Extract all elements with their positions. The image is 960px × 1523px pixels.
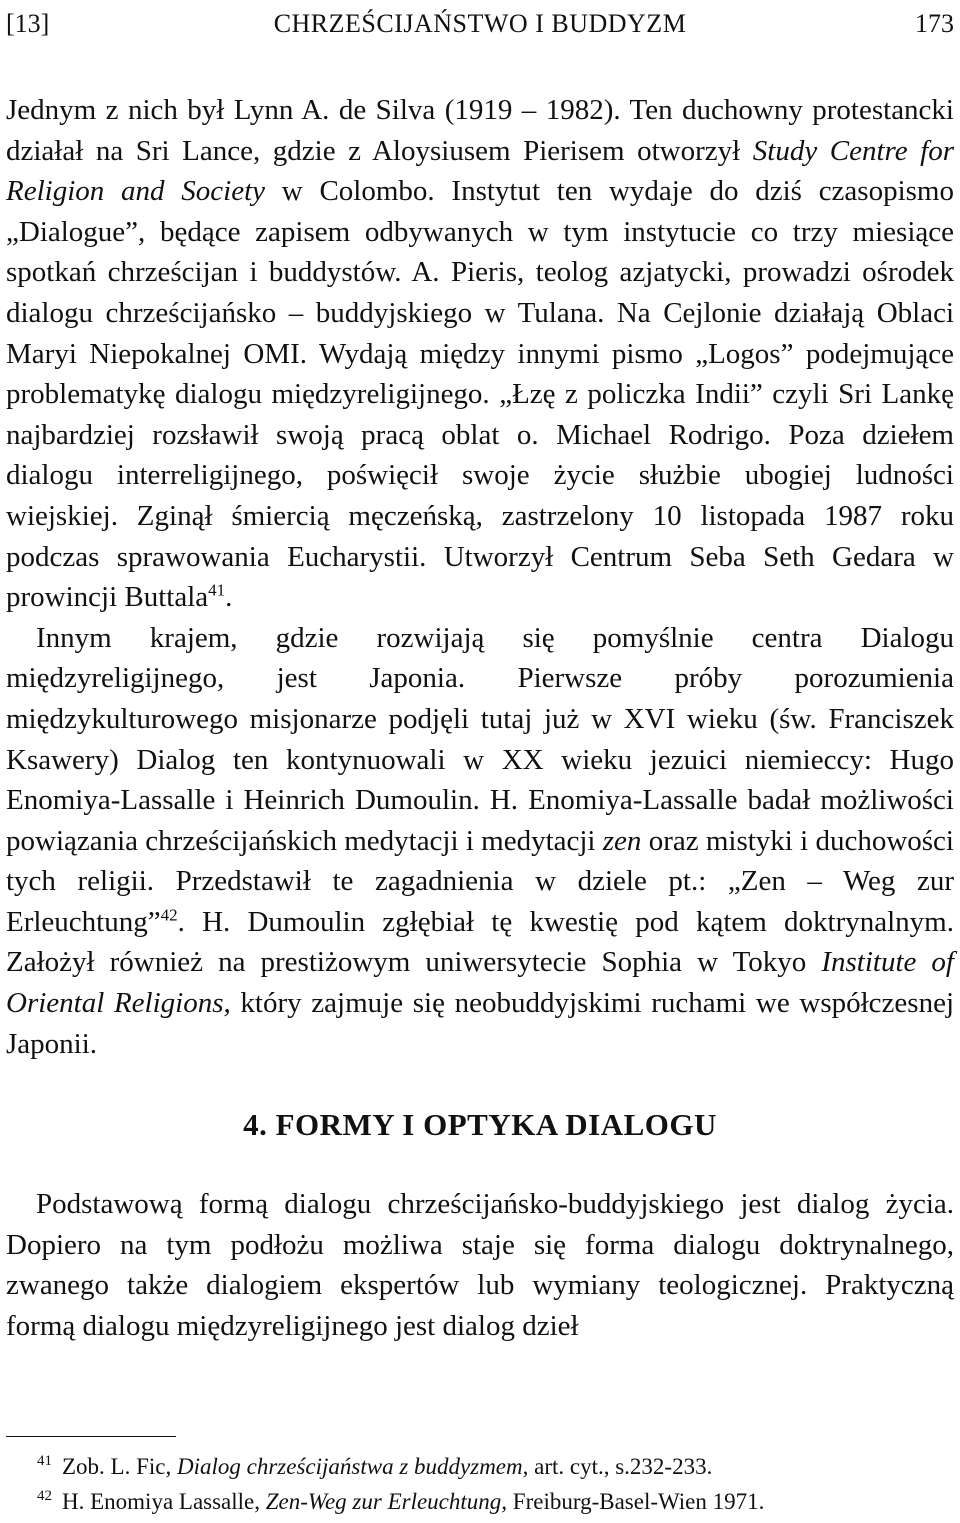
footnote-divider (6, 1436, 176, 1437)
footnote-42 (6, 1484, 954, 1519)
para2-text-1: Innym krajem, gdzie rozwijają się pomyślnie centra Dialogu międzyreligijnego, jest Japonia. Pierwsze próby porozumienia międzykulturowego misjonarze podjęli tutaj już w XVI wieku (św. Franciszek Ksawery) Dialog ten kontynuowali w XX wieku jezuici niemieccy: Hugo Enomiya-Lassalle i Heinrich Dumoulin. H. Enomiya-Lassalle badał możliwości powiązania chrześcijańskich medytacji i medytacji (6, 621, 954, 857)
paragraph-1 (6, 90, 954, 618)
paragraph-2 (6, 618, 954, 1065)
footnote-text: Zob. L. Fic, (62, 1454, 177, 1479)
para1-italic-1: Study Centre for Religion and Society (6, 134, 955, 208)
footnote-title: Zen-Weg zur Erleuchtung, (265, 1489, 508, 1514)
para2-italic-1: zen (602, 824, 642, 857)
para1-text-2: w Colombo. Instytut ten wydaje do dziś czasopismo „Dialogue”, będące zapisem odbywanych w tym instytucie co trzy miesiące spotkań chrześcijan i buddystów. A. Pieris, teolog azjatycki, prowadzi ośrodek dialogu chrześcijańsko – buddyjskiego w Tulana. Na Cejlonie działają Oblaci Maryi Niepokalnej OMI. Wydają między innymi pismo „Logos” podejmujące problematykę dialogu międzyreligijnego. „Łzę z policzka Indii” czyli Sri Lankę najbardziej rozsławił swoją pracą oblat o. Michael Rodrigo. Poza dziełem dialogu interreligijnego, poświęcił swoje życie służbie ubogiej ludności wiejskiej. Zginął śmiercią męczeńską, zastrzelony 10 listopada 1987 roku podczas sprawowania Eucharystii. Utworzył Centrum Seba Seth Gedara w prowincji Buttala (6, 175, 954, 614)
footnote-text: Freiburg-Basel-Wien 1971. (507, 1489, 765, 1514)
footnote-number: 42 (37, 1488, 52, 1505)
page-number: 173 (915, 9, 954, 38)
chapter-reference: [13] (6, 9, 50, 38)
para2-italic-2: Institute of Oriental Religions, (6, 946, 954, 1020)
footnotes (6, 1449, 954, 1519)
running-header (6, 4, 954, 44)
para2-text-3: . H. Dumoulin zgłębiał tę kwestię pod kątem doktrynalnym. Założył również na prestiżowym uniwersytecie Sophia w Tokyo (6, 905, 954, 979)
footnote-text: art. cyt., s.232-233. (528, 1454, 713, 1479)
footnote-41 (6, 1449, 954, 1484)
footnote-ref-41: 41 (208, 580, 226, 600)
footnote-text: H. Enomiya Lassalle, (62, 1489, 266, 1514)
running-title: CHRZEŚCIJAŃSTWO I BUDDYZM (273, 9, 687, 38)
footnote-ref-42: 42 (160, 905, 178, 925)
para1-text-1: Jednym z nich był Lynn A. de Silva (1919 – 1982). Ten duchowny protestancki działał na Sri Lance, gdzie z Aloysiusem Pierisem otworzył (6, 94, 954, 167)
para2-text-2: oraz mistyki i duchowości tych religii. Przedstawił te zagadnienia w dziele pt.: „Zen – Weg zur Erleuchtung” (6, 824, 954, 938)
footnote-number: 41 (37, 1453, 52, 1470)
paragraph-3: Podstawową formą dialogu chrześcijańsko-buddyjskiego jest dialog życia. Dopiero na tym podłożu możliwa staje się forma dialogu doktrynalnego, zwanego także dialogiem ekspertów lub wymiany teologicznej. Praktyczną formą dialogu międzyreligijnego jest dialog dzieł (6, 1188, 954, 1343)
section-heading: 4. FORMY I OPTYKA DIALOGU (243, 1107, 717, 1143)
para1-text-3: . (225, 581, 233, 614)
para2-text-4: który zajmuje się neobuddyjskimi ruchami we współczesnej Japonii. (6, 987, 954, 1060)
footnote-title: Dialog chrześcijaństwa z buddyzmem, (177, 1454, 529, 1479)
main-text (6, 90, 954, 1347)
